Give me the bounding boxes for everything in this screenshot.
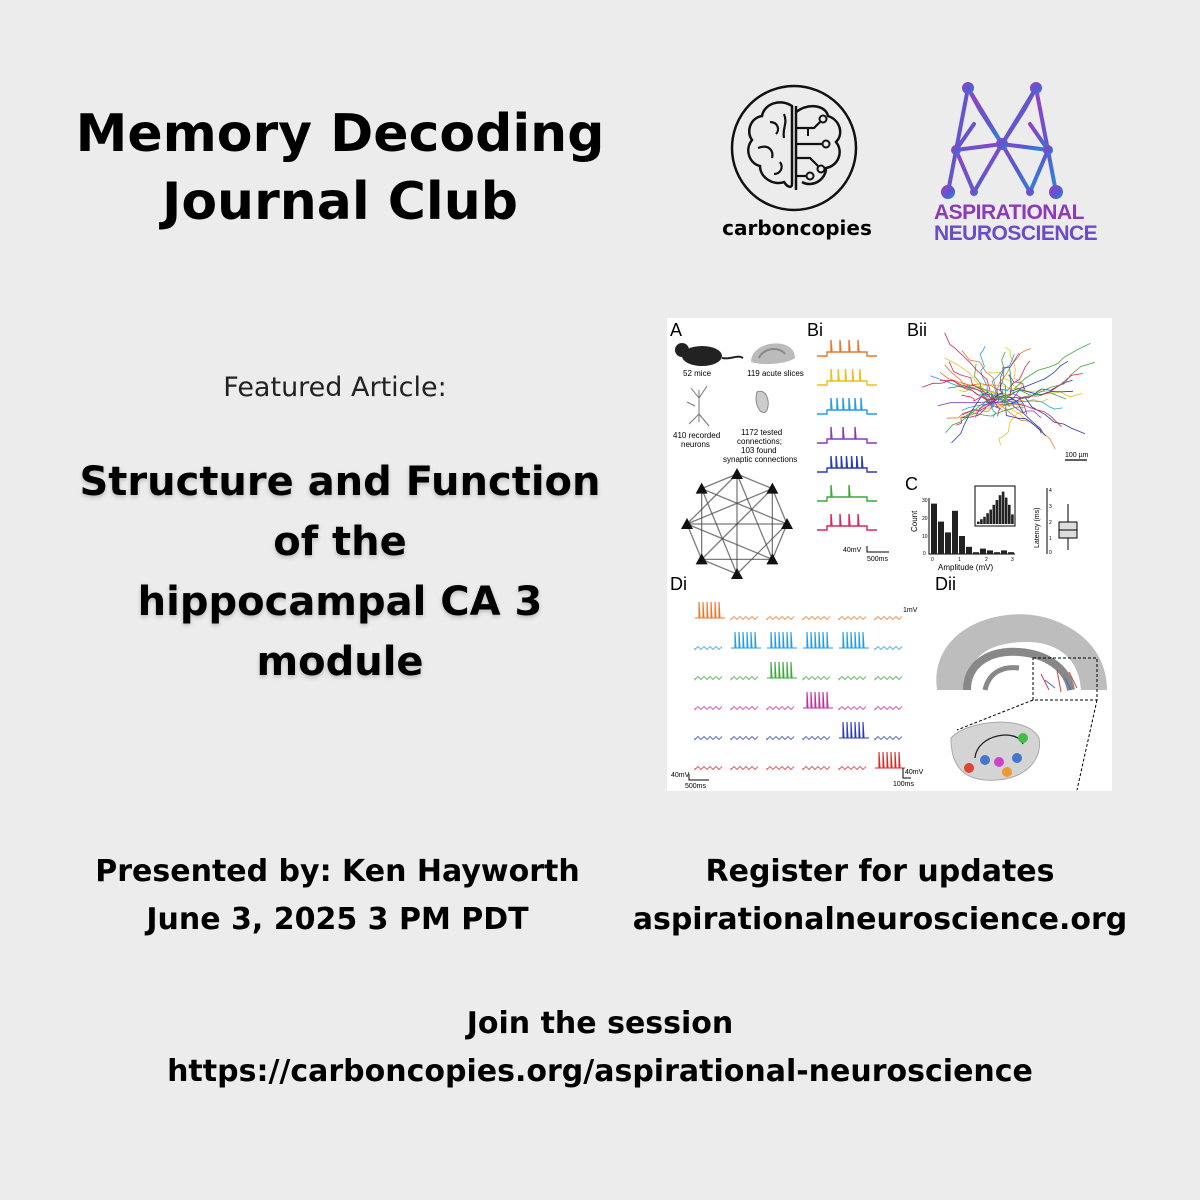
di-trace bbox=[839, 722, 869, 738]
c-xtick: 1 bbox=[958, 557, 961, 563]
panel-c-boxplot bbox=[1034, 488, 1077, 556]
di-trace bbox=[731, 737, 758, 740]
di-trace bbox=[767, 662, 797, 678]
inset-bar bbox=[996, 500, 999, 524]
di-trace bbox=[767, 767, 794, 770]
mouse-icon bbox=[675, 343, 743, 366]
register-label: Register for updates bbox=[705, 854, 1055, 889]
neuron-node bbox=[731, 468, 743, 479]
inset-bar bbox=[983, 517, 986, 524]
di-trace bbox=[695, 677, 722, 680]
di-trace bbox=[731, 707, 758, 710]
inset-bar bbox=[1005, 498, 1008, 524]
di-trace bbox=[731, 677, 758, 680]
neuron-icon bbox=[687, 386, 709, 426]
carboncopies-logo bbox=[722, 78, 872, 248]
title-line-2: Journal Club bbox=[161, 172, 518, 232]
bi-scale-t: 500ms bbox=[867, 556, 889, 563]
article-title-line: Structure and Function bbox=[79, 459, 601, 505]
network-a-icon bbox=[934, 80, 1070, 200]
neuron-node bbox=[696, 483, 708, 494]
inset-bar bbox=[1011, 514, 1014, 524]
panel-c-histogram bbox=[910, 486, 1015, 572]
c-ylabel2: Latency (ms) bbox=[1034, 507, 1041, 548]
di-trace bbox=[695, 647, 722, 650]
hist-bar bbox=[1001, 550, 1007, 554]
label-slices: 119 acute slices bbox=[747, 369, 804, 378]
inset-bar bbox=[977, 522, 980, 524]
bi-trace bbox=[817, 485, 877, 501]
di-trace bbox=[839, 767, 866, 770]
di-trace bbox=[803, 692, 833, 708]
bii-scale: 100 µm bbox=[1065, 452, 1089, 459]
di-trace bbox=[803, 737, 830, 740]
di-trace bbox=[875, 617, 902, 620]
di-trace bbox=[803, 677, 830, 680]
hist-bar bbox=[966, 547, 972, 554]
di-trace bbox=[803, 617, 830, 620]
hippocampus-illustration bbox=[936, 614, 1107, 790]
bi-scale-v: 40mV bbox=[843, 547, 862, 554]
inset-bar bbox=[1002, 492, 1005, 524]
c-xtick: 0 bbox=[931, 557, 934, 563]
article-title-line: of the bbox=[273, 519, 407, 565]
bii-morphology bbox=[922, 333, 1095, 449]
inset-bar bbox=[999, 495, 1002, 524]
connectivity-graph bbox=[681, 468, 793, 579]
di-trace bbox=[803, 632, 833, 648]
panel-label-dii: Dii bbox=[935, 574, 956, 594]
di-trace bbox=[695, 602, 725, 618]
panel-label-bi: Bi bbox=[807, 320, 824, 340]
bi-trace bbox=[817, 369, 877, 385]
di-trace bbox=[695, 737, 722, 740]
di-trace bbox=[875, 707, 902, 710]
neuron-node bbox=[766, 483, 778, 494]
di-trace bbox=[731, 632, 761, 648]
di-trace bbox=[839, 632, 869, 648]
di-trace bbox=[767, 737, 794, 740]
inset-bar bbox=[980, 519, 983, 524]
hist-bar bbox=[952, 511, 958, 554]
article-title-line: module bbox=[256, 639, 424, 685]
hist-bar bbox=[994, 552, 1000, 554]
inset-bar bbox=[1008, 505, 1011, 524]
di-trace bbox=[767, 707, 794, 710]
c-ytick2: 3 bbox=[1049, 504, 1052, 510]
c-ytick: 30 bbox=[922, 498, 928, 504]
di-scale-t: 500ms bbox=[685, 783, 707, 790]
hist-bar bbox=[1008, 552, 1014, 554]
di-trace bbox=[767, 617, 794, 620]
c-ytick2: 1 bbox=[1049, 536, 1052, 542]
di-trace bbox=[875, 677, 902, 680]
bi-trace bbox=[817, 398, 877, 414]
hist-bar bbox=[980, 549, 986, 554]
c-ytick: 20 bbox=[922, 516, 928, 522]
presentation-date: June 3, 2025 3 PM PDT bbox=[146, 902, 529, 937]
di-trace bbox=[875, 647, 902, 650]
label-mice: 52 mice bbox=[683, 369, 712, 378]
c-xtick: 3 bbox=[1011, 557, 1014, 563]
article-title-line: hippocampal CA 3 bbox=[137, 579, 543, 625]
hist-bar bbox=[973, 552, 979, 554]
di-trace bbox=[731, 617, 758, 620]
hist-bar bbox=[959, 536, 965, 554]
label-neurons-2: neurons bbox=[681, 440, 710, 449]
hist-bar bbox=[931, 504, 937, 554]
presenter-info bbox=[60, 848, 615, 944]
join-info bbox=[100, 1000, 1100, 1096]
dendrite bbox=[999, 407, 1023, 445]
panel-label-a: A bbox=[670, 320, 683, 340]
di-trace bbox=[875, 752, 905, 768]
bi-trace bbox=[817, 456, 877, 472]
c-ytick2: 2 bbox=[1049, 520, 1052, 526]
page-title bbox=[40, 100, 640, 236]
di-trace bbox=[767, 632, 797, 648]
di-scale-mv: 1mV bbox=[903, 607, 918, 614]
join-label: Join the session bbox=[466, 1006, 734, 1041]
register-info bbox=[620, 848, 1140, 944]
di-scale-v2: 40mV bbox=[905, 769, 924, 776]
title-line-1: Memory Decoding bbox=[75, 104, 605, 164]
di-traces bbox=[695, 602, 905, 770]
article-figure bbox=[667, 318, 1112, 791]
c-ytick: 10 bbox=[922, 534, 928, 540]
dendrite bbox=[1019, 374, 1083, 399]
label-conn-4: synaptic connections bbox=[723, 455, 798, 464]
bi-trace bbox=[817, 514, 877, 530]
label-neurons: 410 recorded bbox=[673, 431, 721, 440]
di-trace bbox=[803, 767, 830, 770]
aspirational-neuroscience-logo bbox=[934, 80, 1098, 248]
panel-label-c: C bbox=[905, 474, 918, 494]
c-ytick2: 4 bbox=[1049, 488, 1052, 494]
bi-trace bbox=[817, 340, 877, 356]
dendrite bbox=[1000, 353, 1019, 390]
brain-slice-icon bbox=[751, 343, 795, 364]
panel-label-bii: Bii bbox=[907, 320, 928, 340]
carboncopies-wordmark: carboncopies bbox=[722, 216, 872, 240]
di-trace bbox=[839, 677, 866, 680]
dendrite bbox=[1019, 362, 1095, 399]
di-trace bbox=[695, 767, 722, 770]
hist-bar bbox=[945, 532, 951, 554]
label-conn-2: connections; bbox=[737, 437, 782, 446]
article-title bbox=[40, 452, 640, 692]
inset-bar bbox=[993, 505, 996, 524]
di-trace bbox=[875, 737, 902, 740]
di-trace bbox=[695, 707, 722, 710]
c-xlabel: Amplitude (mV) bbox=[938, 563, 994, 572]
c-ytick2: 0 bbox=[1049, 550, 1052, 556]
di-trace bbox=[839, 617, 866, 620]
bi-traces bbox=[817, 340, 877, 530]
panel-label-di: Di bbox=[670, 574, 687, 594]
an-wordmark-line2: NEUROSCIENCE bbox=[934, 222, 1098, 245]
hist-bar bbox=[938, 522, 944, 554]
inset-bar bbox=[989, 510, 992, 524]
label-conn-1: 1172 tested bbox=[741, 428, 783, 437]
presenter-name: Presented by: Ken Hayworth bbox=[95, 854, 580, 889]
join-link[interactable]: https://carboncopies.org/aspirational-neuroscience bbox=[167, 1054, 1033, 1089]
an-wordmark-line1: ASPIRATIONAL bbox=[934, 201, 1084, 224]
label-conn-3: 103 found bbox=[741, 446, 777, 455]
dendrite bbox=[1010, 361, 1068, 391]
register-link[interactable]: aspirationalneuroscience.org bbox=[632, 902, 1128, 937]
featured-label: Featured Article: bbox=[223, 372, 447, 403]
c-ylabel: Count bbox=[910, 510, 919, 532]
di-trace bbox=[839, 707, 866, 710]
di-scale-v: 40mV bbox=[671, 772, 690, 779]
c-ytick: 0 bbox=[923, 551, 926, 557]
inset-bar bbox=[986, 513, 989, 524]
bi-trace bbox=[817, 427, 877, 443]
c-xtick: 2 bbox=[985, 557, 988, 563]
di-trace bbox=[731, 767, 758, 770]
hist-bar bbox=[987, 550, 993, 554]
slice-icon bbox=[756, 391, 768, 412]
di-scale-t2: 100ms bbox=[893, 781, 915, 788]
